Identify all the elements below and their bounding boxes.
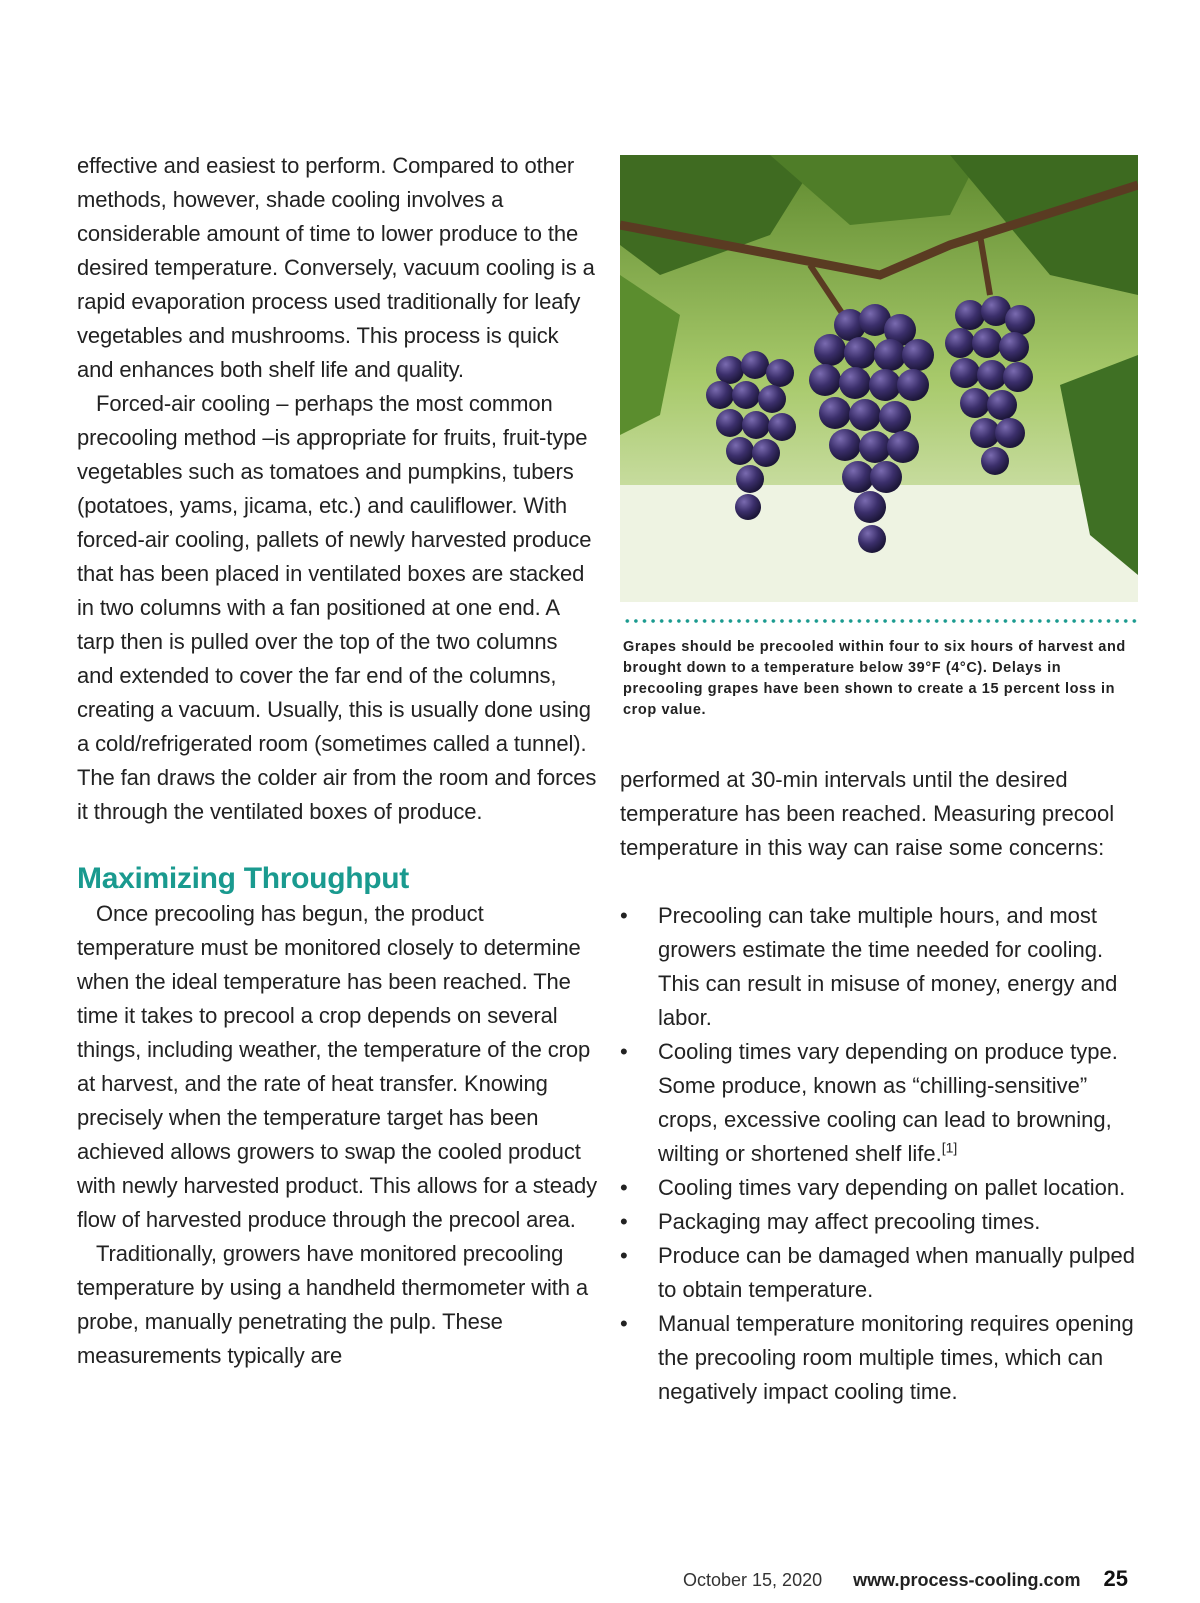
body-paragraph: Traditionally, growers have monitored precooling temperature by using a handheld thermometer with a probe, manually penetrating the pulp. These measurements typically are xyxy=(77,1241,589,1368)
photo-caption: Grapes should be precooled within four to six hours of harvest and brought down to a temperature below 39°F (4°C). Delays in precooling grapes have been shown to create a 15 percent loss in crop value. xyxy=(623,639,1126,718)
caption-dotted-rule xyxy=(623,618,1138,624)
list-item: • Produce can be damaged when manually pulped to obtain temperature. xyxy=(620,1239,1140,1307)
page-footer xyxy=(683,1566,1128,1592)
website-link[interactable]: www.process-cooling.com xyxy=(853,1570,1081,1590)
bullet-glyph: • xyxy=(620,1175,628,1200)
bullet-glyph: • xyxy=(620,1243,628,1268)
body-paragraph: effective and easiest to perform. Compared to other methods, however, shade cooling involves a considerable amount of time to lower produce to the desired temperature. Conversely, vacuum cooling is a rapid evaporation process used traditionally for leafy vegetables and mushrooms. This process is quick and enhances both shelf life and quality. xyxy=(77,153,595,382)
concerns-list xyxy=(620,899,1140,1409)
page-number: 25 xyxy=(1103,1566,1128,1591)
grapes-photo xyxy=(620,155,1138,602)
body-paragraph: Once precooling has begun, the product temperature must be monitored closely to determine when the ideal temperature has been reached. The time it takes to precool a crop depends on several things, including weather, the temperature of the crop at harvest, and the rate of heat transfer. Knowing precisely when the temperature target has been achieved allows growers to swap the cooled product with newly harvested product. This allows for a steady flow of harvested produce through the precool area. xyxy=(77,901,598,1232)
bullet-glyph: • xyxy=(620,903,628,928)
bullet-glyph: • xyxy=(620,1039,628,1064)
list-item: • Manual temperature monitoring requires opening the precooling room multiple times, which can negatively impact cooling time. xyxy=(620,1307,1140,1409)
bullet-glyph: • xyxy=(620,1209,628,1234)
section-heading: Maximizing Throughput xyxy=(77,862,409,895)
bullet-glyph: • xyxy=(620,1311,628,1336)
body-paragraph: Forced-air cooling – perhaps the most common precooling method –is appropriate for fruits, fruit-type vegetables such as tomatoes and pumpkins, tubers (potatoes, yams, jicama, etc.) and cauliflower. With forced-air cooling, pallets of newly harvested produce that has been placed in ventilated boxes are stacked in two columns with a fan positioned at one end. A tarp then is pulled over the top of the two columns and extended to cover the far end of the columns, creating a vacuum. Usually, this is usually done using a cold/refrigerated room (sometimes called a tunnel). The fan draws the colder air from the room and forces it through the ventilated boxes of produce. xyxy=(77,391,597,824)
list-item: • Precooling can take multiple hours, and most growers estimate the time needed for cooling. This can result in misuse of money, energy and labor. xyxy=(620,899,1140,1035)
left-column xyxy=(77,149,597,1373)
issue-date: October 15, 2020 xyxy=(683,1570,823,1590)
list-item: • Cooling times vary depending on pallet location. xyxy=(620,1171,1140,1205)
list-item: • Cooling times vary depending on produce type. Some produce, known as “chilling-sensitive” crops, excessive cooling can lead to browning, wilting or shortened shelf life.[1] xyxy=(620,1035,1140,1171)
footnote-ref: [1] xyxy=(941,1139,958,1156)
body-paragraph: performed at 30-min intervals until the desired temperature has been reached. Measuring precool temperature in this way can raise some concerns: xyxy=(620,767,1115,860)
right-column xyxy=(620,763,1140,1409)
list-item: • Packaging may affect precooling times. xyxy=(620,1205,1140,1239)
grapes-illustration xyxy=(620,155,1138,602)
